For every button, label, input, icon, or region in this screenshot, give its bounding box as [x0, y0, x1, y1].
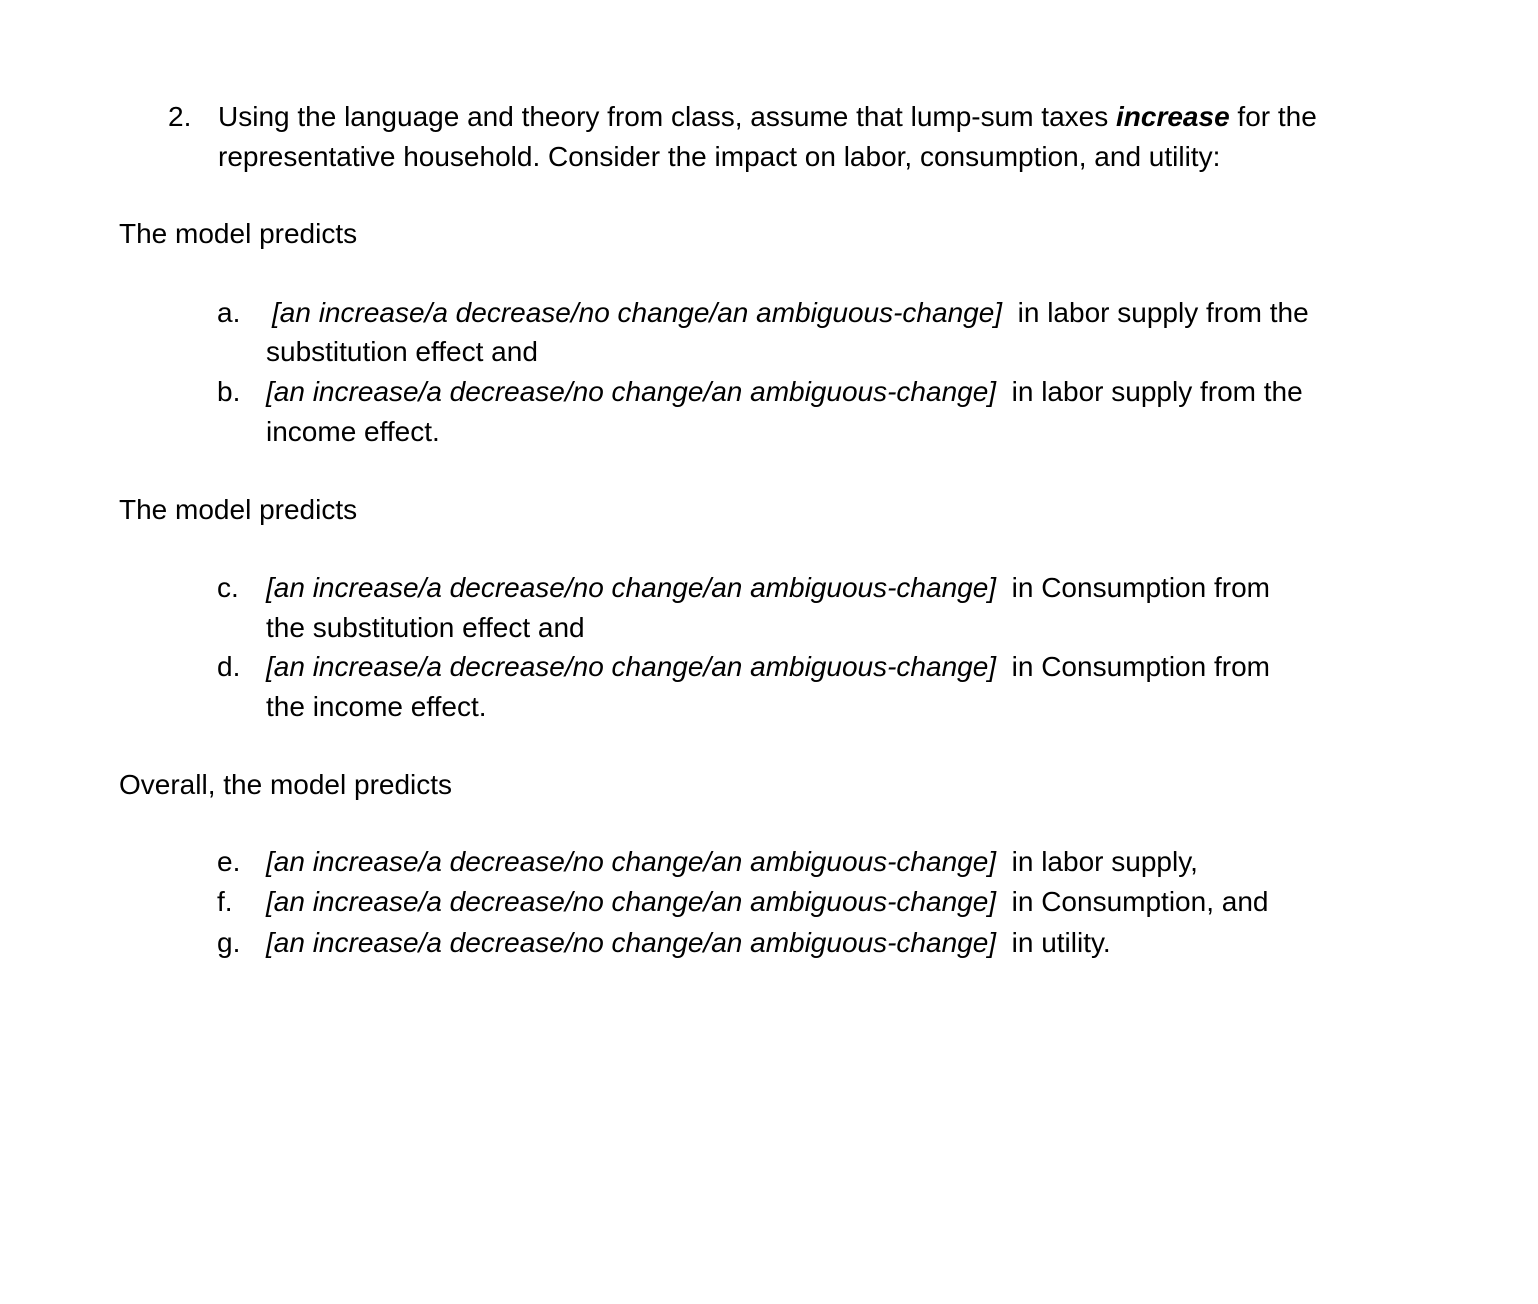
item-d-continuation: the income effect. — [266, 691, 487, 722]
section-heading-3: Overall, the model predicts — [119, 769, 453, 800]
item-label-a: a. — [217, 297, 241, 328]
item-e-line — [266, 846, 1198, 878]
item-d-line — [266, 651, 1270, 683]
item-label-e: e. — [217, 846, 241, 877]
item-label-g: g. — [217, 927, 241, 958]
item-f-rest: in Consumption, and — [996, 886, 1269, 917]
item-a-rest: in labor supply from the — [1002, 297, 1309, 328]
question-text-after: for the — [1229, 101, 1317, 132]
item-f-line — [266, 886, 1268, 918]
item-g-choice: [an increase/a decrease/no change/an ambiguous-change] — [266, 927, 997, 958]
item-e-choice: [an increase/a decrease/no change/an ambiguous-change] — [266, 846, 997, 877]
item-c-continuation: the substitution effect and — [266, 612, 585, 643]
question-text-before: Using the language and theory from class, assume that lump-sum taxes — [218, 101, 1116, 132]
question-line-1 — [218, 101, 1317, 133]
item-c-rest: in Consumption from — [996, 572, 1270, 603]
item-c-choice: [an increase/a decrease/no change/an ambiguous-change] — [266, 572, 997, 603]
item-a-choice: [an increase/a decrease/no change/an ambiguous-change] — [272, 297, 1003, 328]
item-f-choice: [an increase/a decrease/no change/an ambiguous-change] — [266, 886, 997, 917]
item-g-line — [266, 927, 1111, 959]
item-label-d: d. — [217, 651, 241, 682]
item-d-choice: [an increase/a decrease/no change/an ambiguous-change] — [266, 651, 997, 682]
item-a-line — [272, 297, 1309, 329]
item-b-rest: in labor supply from the — [996, 376, 1303, 407]
item-label-f: f. — [217, 886, 233, 917]
item-b-continuation: income effect. — [266, 416, 440, 447]
item-label-c: c. — [217, 572, 239, 603]
section-heading-1: The model predicts — [119, 218, 358, 249]
item-g-rest: in utility. — [996, 927, 1111, 958]
question-emphasis: increase — [1116, 101, 1230, 132]
item-c-line — [266, 572, 1270, 604]
item-label-b: b. — [217, 376, 241, 407]
section-heading-2: The model predicts — [119, 494, 358, 525]
question-number: 2. — [168, 101, 192, 132]
item-b-choice: [an increase/a decrease/no change/an ambiguous-change] — [266, 376, 997, 407]
item-a-continuation: substitution effect and — [266, 336, 538, 367]
item-e-rest: in labor supply, — [996, 846, 1198, 877]
item-d-rest: in Consumption from — [996, 651, 1270, 682]
question-line-2: representative household. Consider the impact on labor, consumption, and utility: — [218, 141, 1221, 172]
item-b-line — [266, 376, 1303, 408]
